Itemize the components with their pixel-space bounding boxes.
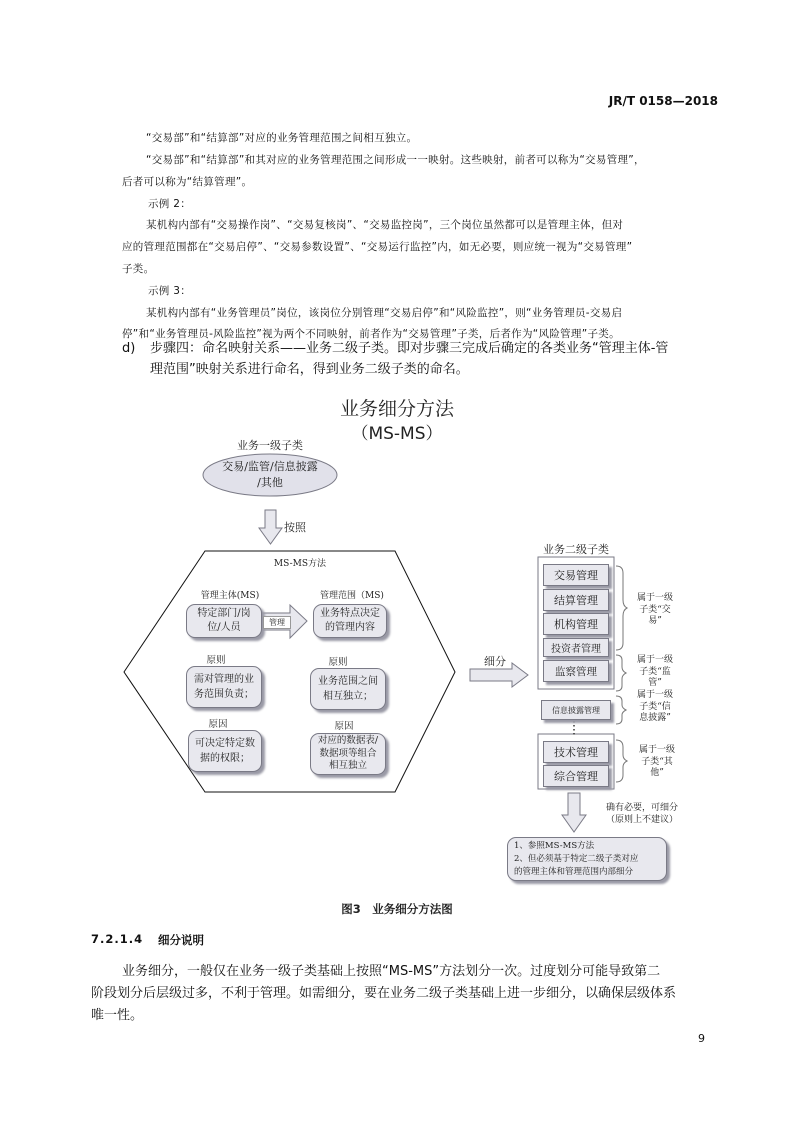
subject-box-line: 特定部门/岗 [197, 608, 251, 619]
principle-right-label: 原则 [328, 657, 348, 668]
reason-right-line: 相互独立 [328, 760, 367, 772]
paragraph-line: 后者可以称为“结算管理”。 [122, 176, 253, 188]
page-number: 9 [698, 1032, 705, 1045]
further-split-note [592, 802, 692, 826]
reason-left-line: 可决定特定数 [195, 738, 255, 749]
split-label: 细分 [484, 655, 506, 668]
brace-label-line: 管” [648, 678, 662, 688]
subject-label: 管理主体(MS) [200, 591, 260, 601]
brace-label-line: 子类“交 [639, 604, 671, 615]
reason-left-line: 据的权限； [200, 753, 250, 764]
reason-right-box [310, 733, 386, 775]
sub-item-general: 综合管理 [543, 765, 609, 787]
paragraph-line: “交易部”和“结算部”对应的业务管理范围之间相互独立。 [146, 132, 418, 144]
scope-box-line: 业务特点决定 [320, 608, 380, 619]
sub-item-disclosure: 信息披露管理 [541, 700, 611, 720]
paragraph-line: 某机构内部有“业务管理员”岗位，该岗位分别管理“交易启停”和“风险监控”，则“业务管理员-交易启 [146, 307, 623, 319]
principle-label: 原则 [206, 655, 226, 666]
hexagon-title: MS-MS方法 [273, 559, 327, 569]
list-item-line: 理范围”映射关系进行命名，得到业务二级子类的命名。 [150, 362, 469, 377]
principle-right-box [310, 668, 386, 710]
paragraph-line: 应的管理范围都在“交易启停”、“交易参数设置”、“交易运行监控”内，如无必要，则应统一视为“交易管理” [122, 241, 633, 253]
scope-box-line: 的管理内容 [325, 622, 375, 633]
sub-item-institution: 机构管理 [543, 613, 609, 635]
reason-right-line: 数据项等组合 [319, 747, 377, 759]
scope-label: 管理范围（MS) [320, 591, 384, 601]
further-split-line: 确有必要，可细分 [605, 803, 678, 813]
subject-box-line: 位/人员 [207, 622, 241, 633]
brace-label-line: 属于一级 [636, 593, 673, 603]
section-title: 细分说明 [158, 933, 204, 947]
figure-caption: 图3 业务细分方法图 [341, 902, 453, 916]
brace-label-other [624, 745, 690, 780]
method-note-box [507, 837, 667, 881]
paragraph-line: 阶段划分后层级过多，不利于管理。如需细分，要在业务二级子类基础上进一步细分，以确保层级体系 [91, 986, 677, 1001]
section-number: 7.2.1.4 [91, 932, 144, 946]
paragraph-line: 停”和“业务管理员-风险监控”视为两个不同映射，前者作为“交易管理”子类，后者作为“风险管理”子类。 [122, 328, 620, 340]
method-note-line: 2、但必须基于特定二级子类对应 [514, 853, 639, 864]
example-title: 示例 3： [148, 285, 192, 297]
principle-left-line: 务范围负责； [194, 689, 254, 700]
method-note-line: 的管理主体和管理范围内部细分 [514, 866, 634, 877]
brace-label-supervision [622, 655, 688, 690]
brace-label-line: 子类“监 [639, 666, 671, 677]
first-level-text: /其他 [257, 476, 283, 489]
arrow-label: 按照 [284, 521, 306, 534]
first-level-label: 业务一级子类 [237, 439, 303, 452]
scope-box [313, 604, 387, 638]
further-arrow [562, 793, 586, 832]
example-title: 示例 2： [148, 198, 192, 210]
manage-label: 管理 [263, 616, 291, 629]
principle-left-box [186, 666, 262, 708]
brace-label-line: 属于一级 [636, 655, 673, 665]
sub-item-settlement: 结算管理 [543, 589, 609, 611]
paragraph-line: 某机构内部有“交易操作岗”、“交易复核岗”、“交易监控岗”，三个岗位虽然都可以是管理主体，但对 [146, 219, 624, 231]
list-marker: d) [122, 341, 136, 356]
sub-item-technology: 技术管理 [543, 741, 609, 763]
reason-label: 原因 [208, 719, 228, 730]
hexagon-frame [124, 551, 455, 792]
further-split-line: （原则上不建议） [605, 815, 678, 825]
reason-left-box [188, 730, 262, 772]
sub-item-supervision: 监察管理 [543, 660, 609, 682]
paragraph-line: “交易部”和“结算部”和其对应的业务管理范围之间形成一一映射。这些映射，前者可以称为“交易管理”， [146, 154, 645, 166]
principle-left-line: 需对管理的业 [194, 674, 254, 685]
brace-label-line: 属于一级 [636, 690, 673, 700]
figure-subtitle: （MS-MS） [351, 424, 443, 444]
figure-title: 业务细分方法 [339, 398, 454, 420]
subject-box [186, 604, 262, 638]
list-item-line: 步骤四：命名映射关系——业务二级子类。即对步骤三完成后确定的各类业务“管理主体-管 [150, 341, 669, 356]
principle-right-line: 业务范围之间 [318, 676, 378, 687]
principle-right-line: 相互独立； [323, 691, 373, 702]
down-arrow [259, 510, 282, 544]
brace-label-line: 属于一级 [638, 745, 675, 755]
paragraph-line: 子类。 [122, 263, 155, 275]
brace-label-line: 易” [648, 616, 662, 626]
method-note-line: 1、参照MS-MS方法 [514, 840, 595, 851]
paragraph-line: 业务细分，一般仅在业务一级子类基础上按照“MS-MS”方法划分一次。过度划分可能导致第二 [122, 964, 661, 979]
brace-label-line: 子类“其 [641, 756, 673, 767]
brace-label-disclosure [622, 690, 688, 725]
standard-code: JR/T 0158—2018 [608, 94, 718, 108]
brace-label-line: 他” [650, 768, 664, 778]
sub-item-trade: 交易管理 [543, 564, 609, 586]
reason-right-line: 对应的数据表/ [317, 735, 379, 747]
reason-right-label: 原因 [334, 721, 354, 732]
second-level-label: 业务二级子类 [543, 543, 609, 556]
brace-label-line: 息披露” [639, 713, 671, 723]
brace-label-line: 子类“信 [639, 701, 671, 712]
paragraph-line: 唯一性。 [91, 1008, 144, 1023]
brace-label-trade [622, 593, 688, 628]
first-level-text: 交易/监管/信息披露 [222, 460, 318, 473]
sub-item-investor: 投资者管理 [543, 638, 609, 657]
